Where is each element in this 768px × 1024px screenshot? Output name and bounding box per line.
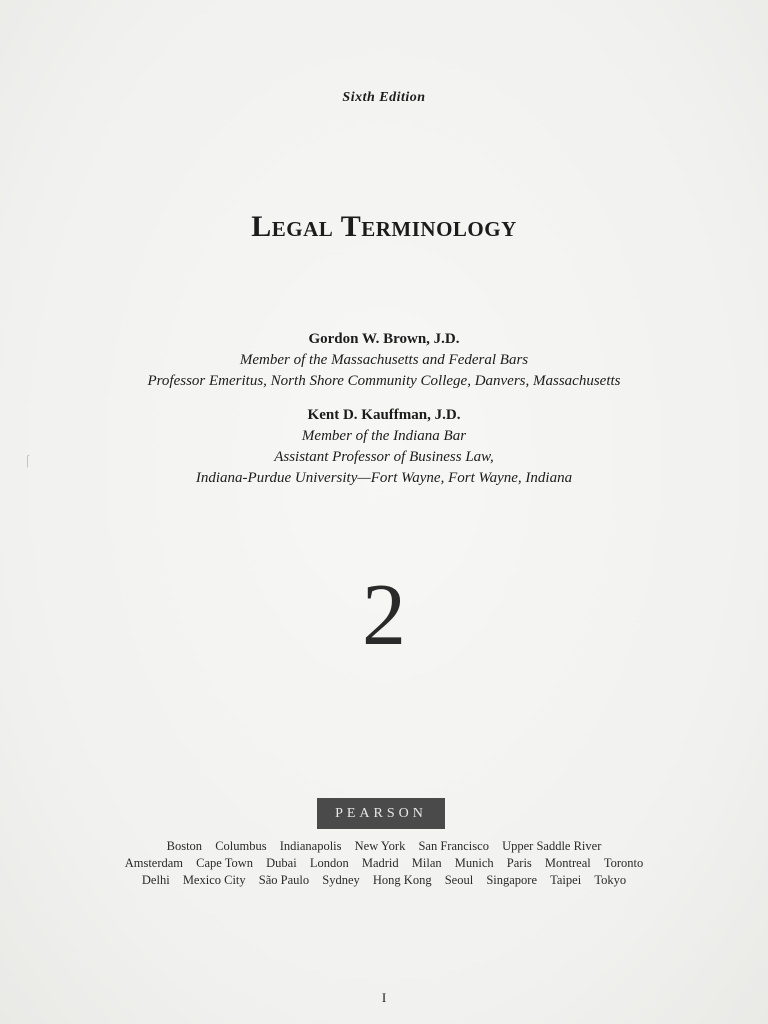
city-row — [0, 838, 768, 855]
city: Taipei — [550, 873, 582, 887]
page-folio: I — [381, 990, 387, 1005]
scan-margin-mark: ⌠ — [24, 455, 31, 467]
city: Montreal — [544, 856, 591, 870]
city: Tokyo — [594, 873, 627, 887]
city: Delhi — [141, 873, 170, 887]
city: Toronto — [603, 856, 644, 870]
author-affiliation: Indiana-Purdue University—Fort Wayne, Fort Wayne, Indiana — [195, 470, 573, 486]
author-affiliation: Member of the Indiana Bar — [301, 428, 467, 444]
publisher-logo: PEARSON — [317, 798, 445, 829]
city: Indianapolis — [279, 839, 342, 853]
author-affiliation: Assistant Professor of Business Law, — [274, 449, 494, 465]
city: Madrid — [361, 856, 399, 870]
city: São Paulo — [258, 873, 310, 887]
city: Seoul — [444, 873, 474, 887]
city: Upper Saddle River — [502, 839, 602, 853]
city: New York — [354, 839, 406, 853]
author-affiliation: Professor Emeritus, North Shore Community College, Danvers, Massachusetts — [147, 373, 621, 389]
book-title: Legal Terminology — [251, 210, 517, 243]
volume-number: 2 — [362, 567, 406, 664]
city: London — [309, 856, 349, 870]
city: Paris — [506, 856, 532, 870]
city-row — [0, 872, 768, 889]
author-name: Kent D. Kauffman, J.D. — [307, 407, 461, 423]
city-row — [0, 855, 768, 872]
city: Dubai — [266, 856, 297, 870]
city: Cape Town — [196, 856, 254, 870]
author-block-2 — [0, 405, 768, 489]
author-name: Gordon W. Brown, J.D. — [308, 331, 460, 347]
author-affiliation: Member of the Massachusetts and Federal Bars — [239, 352, 529, 368]
edition-label: Sixth Edition — [342, 90, 426, 105]
author-block-1 — [0, 329, 768, 392]
city: Hong Kong — [372, 873, 432, 887]
city: Columbus — [215, 839, 267, 853]
city: Munich — [454, 856, 494, 870]
city: Boston — [166, 839, 203, 853]
city: Singapore — [486, 873, 537, 887]
city: Sydney — [322, 873, 360, 887]
publisher-cities — [0, 838, 768, 889]
city: Mexico City — [182, 873, 246, 887]
city: Amsterdam — [124, 856, 184, 870]
city: San Francisco — [418, 839, 489, 853]
city: Milan — [411, 856, 442, 870]
